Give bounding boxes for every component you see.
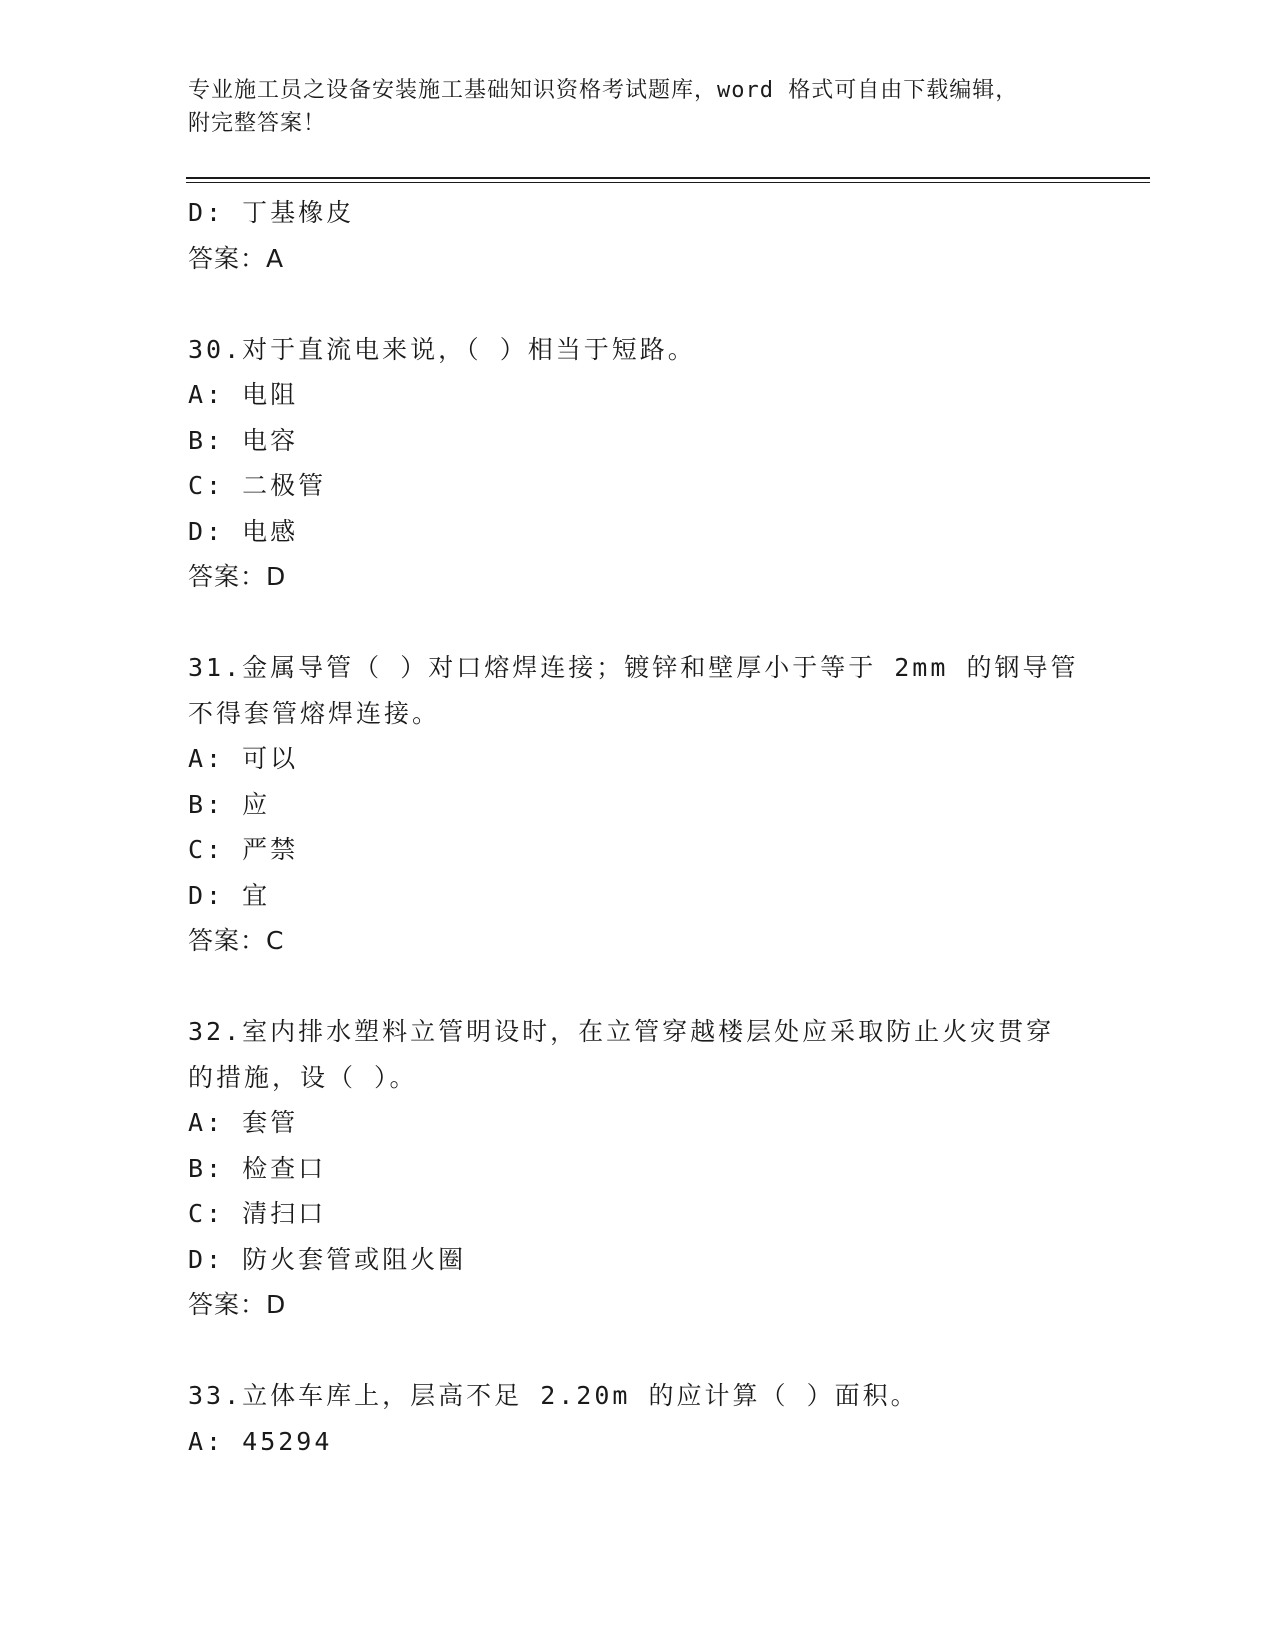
- question-29-tail: [188, 190, 1088, 281]
- option-d: D: 防火套管或阻火圈: [188, 1244, 467, 1274]
- header-line-2: 附完整答案！: [188, 111, 327, 136]
- question-stem-continued: 不得套管熔焊连接。: [188, 698, 441, 728]
- answer-line: 答案：C: [188, 926, 285, 955]
- option-d: D: 丁基橡皮: [188, 198, 355, 227]
- header-divider-thin: [186, 182, 1150, 183]
- option-c: C: 严禁: [188, 835, 299, 864]
- option-b: B: 应: [188, 789, 271, 819]
- option-c: C: 二极管: [188, 471, 327, 500]
- question-33: [188, 1373, 1088, 1464]
- answer-line: 答案：A: [188, 243, 285, 273]
- question-32: [188, 1009, 1088, 1328]
- question-stem: 31.金属导管（ ）对口熔焊连接；镀锌和壁厚小于等于 2mm 的钢导管: [188, 653, 1079, 682]
- option-a: A: 45294: [188, 1426, 333, 1456]
- option-a: A: 电阻: [188, 380, 299, 409]
- option-a: A: 套管: [188, 1108, 299, 1137]
- option-a: A: 可以: [188, 744, 299, 773]
- option-d: D: 电感: [188, 516, 299, 546]
- header-line-1: 专业施工员之设备安装施工基础知识资格考试题库，word 格式可自由下载编辑，: [188, 78, 1019, 103]
- question-stem: 30.对于直流电来说，（ ）相当于短路。: [188, 334, 696, 364]
- document-header: [188, 74, 1068, 140]
- question-stem: 32.室内排水塑料立管明设时，在立管穿越楼层处应采取防止火灾贯穿: [188, 1017, 1055, 1046]
- question-stem: 33.立体车库上，层高不足 2.20m 的应计算（ ）面积。: [188, 1381, 919, 1410]
- question-list: [188, 190, 1088, 1464]
- question-31: [188, 645, 1088, 964]
- option-b: B: 检查口: [188, 1153, 327, 1183]
- question-stem-continued: 的措施，设（ ）。: [188, 1062, 418, 1092]
- option-d: D: 宜: [188, 880, 271, 910]
- question-30: [188, 327, 1088, 600]
- option-c: C: 清扫口: [188, 1199, 327, 1228]
- option-b: B: 电容: [188, 425, 299, 455]
- header-divider: [186, 177, 1150, 179]
- answer-line: 答案：D: [188, 1290, 287, 1319]
- answer-line: 答案：D: [188, 562, 287, 591]
